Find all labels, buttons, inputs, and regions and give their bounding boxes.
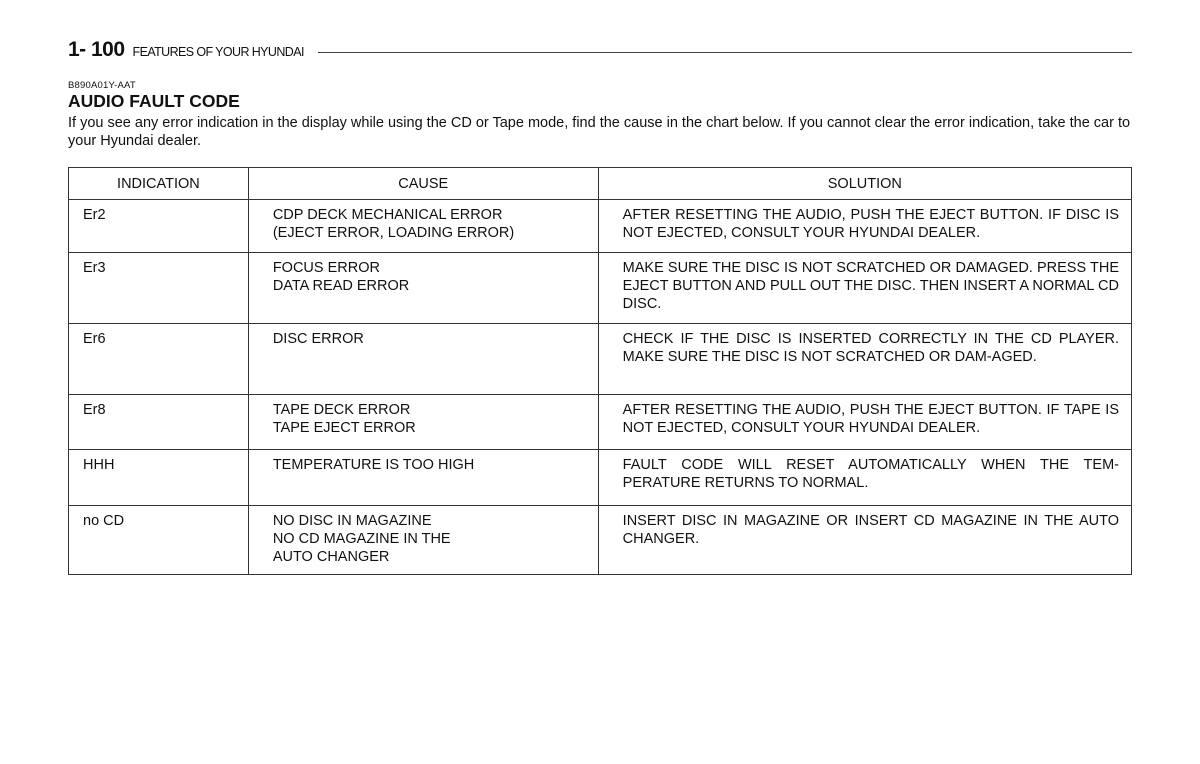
solution-text: CHECK IF THE DISC IS INSERTED CORRECTLY IN THE CD PLAYER. MAKE SURE THE DISC IS NOT SCRATCHED OR DAM-AGED. [622, 331, 1119, 365]
solution-text: AFTER RESETTING THE AUDIO, PUSH THE EJECT BUTTON. IF DISC IS NOT EJECTED, CONSULT YOUR HYUNDAI DEALER. [622, 207, 1119, 241]
section-name: FEATURES OF YOUR HYUNDAI [132, 44, 304, 59]
indication-cell: no CD [69, 506, 249, 575]
page-header [68, 38, 1132, 62]
cause-cell [248, 253, 598, 324]
column-header-indication: INDICATION [69, 168, 249, 200]
table-header-row [69, 168, 1132, 200]
table-row [69, 200, 1132, 253]
cause-line: DISC ERROR [272, 331, 364, 347]
cause-cell [248, 324, 598, 395]
cause-line: NO CD MAGAZINE IN THE [272, 531, 451, 547]
solution-text: FAULT CODE WILL RESET AUTOMATICALLY WHEN THE TEM-PERATURE RETURNS TO NORMAL. [622, 457, 1119, 491]
cause-cell [248, 450, 598, 506]
cause-line: (EJECT ERROR, LOADING ERROR) [272, 225, 515, 241]
fault-code-table [68, 167, 1132, 575]
indication-cell: HHH [69, 450, 249, 506]
section-title: AUDIO FAULT CODE [68, 91, 240, 111]
solution-cell [598, 450, 1131, 506]
cause-line: TEMPERATURE IS TOO HIGH [272, 457, 475, 473]
cause-cell [248, 506, 598, 575]
column-header-solution: SOLUTION [598, 168, 1131, 200]
cause-line: AUTO CHANGER [272, 549, 390, 565]
page-number: 1- 100 [68, 38, 125, 61]
indication-cell: Er2 [69, 200, 249, 253]
solution-cell [598, 253, 1131, 324]
indication-cell: Er3 [69, 253, 249, 324]
solution-cell [598, 200, 1131, 253]
cause-line: NO DISC IN MAGAZINE [272, 513, 432, 529]
document-code: B890A01Y-AAT [68, 80, 136, 91]
intro-paragraph: If you see any error indication in the display while using the CD or Tape mode, find the cause in the chart below. If you cannot clear the error indication, take the car to your Hyundai dealer. [68, 115, 1131, 149]
solution-cell [598, 395, 1131, 450]
cause-line: DATA READ ERROR [272, 278, 410, 294]
solution-text: MAKE SURE THE DISC IS NOT SCRATCHED OR DAMAGED. PRESS THE EJECT BUTTON AND PULL OUT THE DISC. THEN INSERT A NORMAL CD DISC. [622, 260, 1119, 312]
table-row [69, 395, 1132, 450]
indication-cell: Er8 [69, 395, 249, 450]
cause-cell [248, 395, 598, 450]
solution-text: INSERT DISC IN MAGAZINE OR INSERT CD MAGAZINE IN THE AUTO CHANGER. [622, 513, 1119, 547]
table-row [69, 506, 1132, 575]
cause-line: CDP DECK MECHANICAL ERROR [272, 207, 503, 223]
solution-cell [598, 506, 1131, 575]
indication-cell: Er6 [69, 324, 249, 395]
header-rule [318, 52, 1132, 53]
solution-cell [598, 324, 1131, 395]
column-header-cause: CAUSE [248, 168, 598, 200]
cause-line: TAPE EJECT ERROR [272, 420, 416, 436]
cause-cell [248, 200, 598, 253]
table-row [69, 253, 1132, 324]
table-row [69, 324, 1132, 395]
solution-text: AFTER RESETTING THE AUDIO, PUSH THE EJECT BUTTON. IF TAPE IS NOT EJECTED, CONSULT YOUR HYUNDAI DEALER. [622, 402, 1119, 436]
cause-line: FOCUS ERROR [272, 260, 380, 276]
cause-line: TAPE DECK ERROR [272, 402, 411, 418]
table-row [69, 450, 1132, 506]
